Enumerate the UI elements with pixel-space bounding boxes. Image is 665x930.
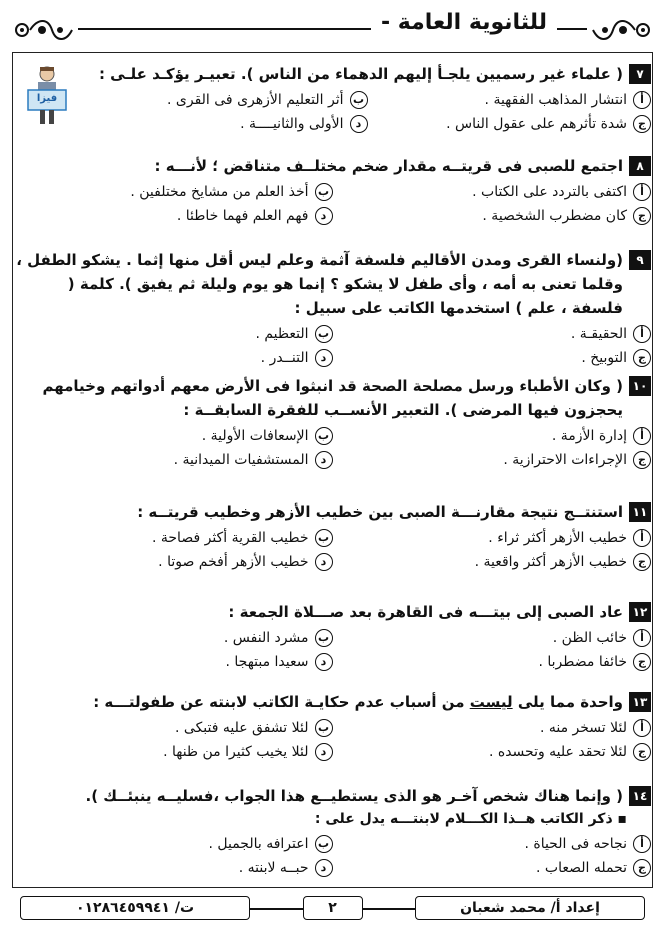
option-text: خطيب الأزهر أفخم صوتا .	[158, 554, 309, 570]
option-text: لئلا تسخر منه .	[539, 720, 627, 736]
options-grid	[14, 182, 651, 226]
option-text: الإسعافات الأولية .	[201, 428, 309, 444]
option-mark: ج	[633, 349, 651, 367]
question-9	[14, 248, 651, 368]
question-8	[14, 154, 651, 226]
option-text: التعظيم .	[255, 326, 309, 342]
option-a[interactable]	[333, 426, 652, 446]
question-text: عاد الصبى إلى بيتـــه فى القاهرة بعد صـــلاة الجمعة :	[228, 603, 623, 621]
option-text: شدة تأثرهم على عقول الناس .	[446, 116, 627, 132]
option-text: خائب الظن .	[552, 630, 627, 646]
option-text: الإجراءات الاحترازية .	[503, 452, 627, 468]
option-d[interactable]	[14, 652, 333, 672]
page-footer	[20, 896, 645, 922]
option-d[interactable]	[14, 858, 333, 878]
option-text: أثر التعليم الأزهرى فى القرى .	[166, 92, 344, 108]
option-mark: أ	[633, 629, 651, 647]
options-grid	[14, 324, 651, 368]
option-text: كان مضطرب الشخصية .	[482, 208, 627, 224]
question-number: ٨	[629, 156, 651, 176]
options-grid	[14, 426, 651, 470]
option-mark: د	[315, 207, 333, 225]
option-c[interactable]	[333, 858, 652, 878]
question-text: اجتمع للصبى فى قريتــه مقدار ضخم مختلــف متناقض ؛ لأنـــه :	[154, 157, 623, 175]
option-text: مشرد النفس .	[223, 630, 309, 646]
option-d[interactable]	[14, 450, 333, 470]
figure-label: فيزا	[36, 93, 58, 104]
page-header	[8, 6, 657, 52]
option-mark: ج	[633, 653, 651, 671]
option-a[interactable]	[333, 834, 652, 854]
option-b[interactable]	[84, 90, 368, 110]
option-mark: أ	[633, 427, 651, 445]
options-grid	[14, 718, 651, 762]
option-mark: د	[315, 553, 333, 571]
option-text: لئلا يخيب كثيرا من ظنها .	[163, 744, 309, 760]
option-text: انتشار المذاهب الفقهية .	[484, 92, 627, 108]
options-grid	[14, 834, 651, 878]
option-mark: د	[350, 115, 368, 133]
footer-author: إعداد أ/ محمد شعبان	[415, 896, 645, 920]
option-b[interactable]	[14, 426, 333, 446]
option-c[interactable]	[333, 348, 652, 368]
question-text: استنتــج نتيجة مقارنـــة الصبى بين خطيب الأزهر وخطيب قريتــه :	[137, 503, 623, 521]
option-c[interactable]	[368, 114, 652, 134]
option-text: حبــه لابنته .	[238, 860, 309, 876]
option-mark: ج	[633, 553, 651, 571]
option-b[interactable]	[14, 628, 333, 648]
option-mark: ج	[633, 859, 651, 877]
option-a[interactable]	[333, 718, 652, 738]
option-mark: ب	[315, 183, 333, 201]
option-a[interactable]	[333, 182, 652, 202]
question-text	[14, 690, 623, 714]
question-number: ١٠	[629, 376, 651, 396]
options-grid	[84, 90, 651, 134]
question-text: (ولنساء القرى ومدن الأقاليم فلسفة آثمة وعلم ليس أقل منها إثما . يشكو الطفل ، وقلما تعنى به أمه ، وأى طفل لا يشكو ؟ إنما هو يوم وليلة ثم يفيق ). كلمة ( فلسفة ، علم ) استخدمها الكاتب على سبيل :	[16, 251, 623, 317]
option-mark: ج	[633, 743, 651, 761]
option-mark: ب	[350, 91, 368, 109]
option-d[interactable]	[14, 206, 333, 226]
question-12	[14, 600, 651, 672]
option-mark: ب	[315, 325, 333, 343]
page-title: للثانوية العامة -	[371, 10, 557, 35]
option-text: الأولى والثانيــــة .	[240, 116, 344, 132]
option-text: فهم العلم فهما خاطئا .	[176, 208, 309, 224]
option-text: اكتفى بالتردد على الكتاب .	[472, 184, 627, 200]
option-text: التوبيخ .	[581, 350, 627, 366]
option-c[interactable]	[333, 206, 652, 226]
option-mark: ب	[315, 719, 333, 737]
option-a[interactable]	[368, 90, 652, 110]
option-mark: ب	[315, 427, 333, 445]
question-number: ١٣	[629, 692, 651, 712]
option-mark: د	[315, 653, 333, 671]
option-a[interactable]	[333, 528, 652, 548]
option-text: إدارة الأزمة .	[551, 428, 627, 444]
question-text-part-a: واحدة مما يلى	[512, 693, 623, 711]
option-b[interactable]	[14, 182, 333, 202]
option-mark: د	[315, 349, 333, 367]
question-number: ٩	[629, 250, 651, 270]
question-text: ( وإنما هناك شخص آخـر هو الذى يستطيــع هذا الجواب ،فسليــه ينبئــك ).	[85, 787, 623, 805]
option-text: المستشفيات الميدانية .	[173, 452, 309, 468]
option-text: اعترافه بالجميل .	[208, 836, 309, 852]
flourish-ornament-right	[591, 14, 653, 46]
option-text: تحمله الصعاب .	[535, 860, 627, 876]
option-c[interactable]	[333, 450, 652, 470]
option-c[interactable]	[333, 552, 652, 572]
option-d[interactable]	[14, 552, 333, 572]
option-mark: د	[315, 743, 333, 761]
option-text: خائفا مضطربا .	[538, 654, 627, 670]
question-text: ( وكان الأطباء ورسل مصلحة الصحة قد انبثوا فى الأرض معهم أدواتهم وخيامهم يحجزون فيها المرضى ). التعبير الأنســب للفقرة السابقــة :	[42, 377, 623, 419]
question-14	[14, 784, 651, 878]
question-11	[14, 500, 651, 572]
question-text-underlined: ليست	[469, 693, 513, 711]
option-mark: أ	[633, 719, 651, 737]
question-number: ١٤	[629, 786, 651, 806]
flourish-ornament-left	[12, 14, 74, 46]
option-mark: د	[315, 859, 333, 877]
option-mark: ج	[633, 207, 651, 225]
option-text: أخذ العلم من مشايخ مختلفين .	[130, 184, 309, 200]
option-b[interactable]	[14, 834, 333, 854]
options-grid	[14, 528, 651, 572]
question-number: ١١	[629, 502, 651, 522]
option-mark: ب	[315, 529, 333, 547]
option-mark: أ	[633, 183, 651, 201]
option-text: الحقيقـة .	[570, 326, 627, 342]
option-b[interactable]	[14, 324, 333, 344]
option-text: خطيب الأزهر أكثر ثراء .	[488, 530, 627, 546]
option-d[interactable]	[14, 348, 333, 368]
option-d[interactable]	[84, 114, 368, 134]
page-number: ٢	[303, 896, 363, 920]
option-mark: ج	[633, 451, 651, 469]
option-mark: ب	[315, 835, 333, 853]
option-mark: ب	[315, 629, 333, 647]
option-mark: أ	[633, 91, 651, 109]
option-mark: أ	[633, 325, 651, 343]
option-b[interactable]	[14, 528, 333, 548]
question-number: ٧	[629, 64, 651, 84]
option-mark: أ	[633, 835, 651, 853]
option-text: خطيب القرية أكثر فصاحة .	[152, 530, 309, 546]
option-text: التنــدر .	[260, 350, 309, 366]
option-text: نجاحه فى الحياة .	[524, 836, 627, 852]
option-mark: أ	[633, 529, 651, 547]
question-text: ( علماء غير رسميين يلجـأ إليهم الدهماء من الناس ). تعبيـر يؤكـد علـى :	[98, 65, 623, 83]
footer-phone: ت/ ٠١٢٨٦٤٥٩٩٤١	[20, 896, 250, 920]
option-text: لئلا تحقد عليه وتحسده .	[488, 744, 627, 760]
option-d[interactable]	[14, 742, 333, 762]
question-text-part-b: من أسباب عدم حكايـة الكاتب لابنته عن طفولتـــه :	[93, 693, 470, 711]
option-c[interactable]	[333, 742, 652, 762]
question-number: ١٢	[629, 602, 651, 622]
option-text: لئلا تشفق عليه فتبكى .	[175, 720, 309, 736]
option-c[interactable]	[333, 652, 652, 672]
question-7	[14, 62, 651, 134]
options-grid	[14, 628, 651, 672]
question-subprompt: ▪ ذكر الكاتب هــذا الكـــلام لابنتـــه يدل على :	[314, 811, 627, 827]
option-mark: ج	[633, 115, 651, 133]
option-b[interactable]	[14, 718, 333, 738]
question-13	[14, 690, 651, 762]
option-text: خطيب الأزهر أكثر واقعية .	[474, 554, 627, 570]
option-a[interactable]	[333, 324, 652, 344]
option-mark: د	[315, 451, 333, 469]
question-10	[14, 374, 651, 470]
option-text: سعيدا مبتهجا .	[225, 654, 309, 670]
option-a[interactable]	[333, 628, 652, 648]
